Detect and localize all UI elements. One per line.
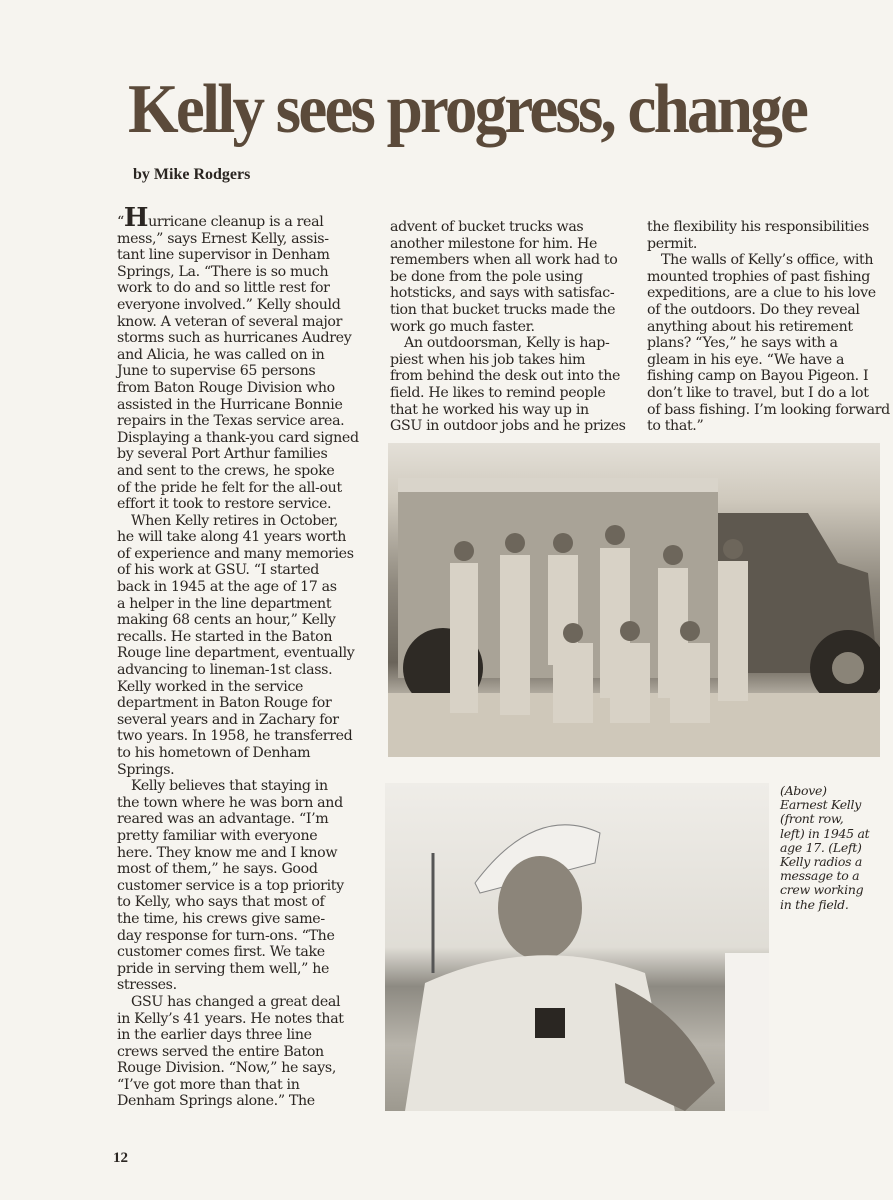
text-line: day response for turn-ons. “The	[117, 927, 335, 944]
caption-line: Kelly radios a	[780, 854, 863, 870]
text-line: in Kelly’s 41 years. He notes that	[117, 1010, 344, 1027]
caption-line: age 17. (Left)	[780, 839, 862, 855]
text-line: Springs.	[117, 761, 175, 778]
text-line: that he worked his way up in	[390, 401, 589, 418]
text-line: of bass fishing. I’m looking forward	[647, 401, 890, 418]
text-line: advancing to lineman-1st class.	[117, 662, 333, 679]
text-line: Kelly worked in the service	[117, 678, 304, 695]
text-line: Kelly believes that staying in	[131, 778, 328, 795]
text-line: from behind the desk out into the	[390, 368, 621, 385]
text-line: June to supervise 65 persons	[117, 363, 316, 380]
caption-line: left) in 1945 at	[780, 825, 870, 841]
text-line: from Baton Rouge Division who	[117, 379, 335, 396]
text-line: tant line supervisor in Denham	[117, 247, 330, 264]
text-line: of the pride he felt for the all-out	[117, 479, 342, 496]
text-line: pretty familiar with everyone	[117, 827, 318, 844]
text-line: know. A veteran of several major	[117, 313, 343, 330]
text-line: pride in serving them well,” he	[117, 960, 330, 977]
text-line: the town where he was born and	[117, 794, 343, 811]
text-line: everyone involved.” Kelly should	[117, 296, 341, 313]
text-line: tion that bucket trucks made the	[390, 301, 616, 318]
text-line: plans? “Yes,” he says with a	[647, 335, 838, 352]
caption-line: crew working	[780, 882, 864, 898]
text-line: assisted in the Hurricane Bonnie	[117, 396, 343, 413]
text-line: a helper in the line department	[117, 595, 332, 612]
text-line: remembers when all work had to	[390, 252, 618, 269]
text-line: reared was an advantage. “I’m	[117, 811, 329, 828]
caption-line: (front row,	[780, 811, 844, 827]
text-line: Denham Springs alone.” The	[117, 1093, 315, 1110]
text-line: recalls. He started in the Baton	[117, 628, 333, 645]
text-line: permit.	[647, 235, 698, 252]
text-line: to Kelly, who says that most of	[117, 894, 325, 911]
opening-quote: “	[117, 214, 124, 230]
text-line: “I’ve got more than that in	[117, 1076, 300, 1093]
text-line: he will take along 41 years worth	[117, 529, 347, 546]
text-line: of his work at GSU. “I started	[117, 562, 320, 579]
text-line: crews served the entire Baton	[117, 1043, 324, 1060]
text-line: repairs in the Texas service area.	[117, 413, 345, 430]
text-line: the flexibility his responsibilities	[647, 219, 869, 235]
column-1	[117, 203, 377, 1110]
text-line: be done from the pole using	[390, 268, 583, 285]
text-line: anything about his retirement	[647, 318, 853, 335]
text-line: and Alicia, he was called on in	[117, 346, 325, 363]
text-line: another milestone for him. He	[390, 235, 598, 252]
text-line: customer comes first. We take	[117, 944, 325, 961]
text-line: to that.”	[647, 418, 704, 435]
text-line: field. He likes to remind people	[390, 384, 606, 401]
text-line: When Kelly retires in October,	[131, 512, 339, 529]
text-line-rest: urricane cleanup is a real	[148, 214, 324, 230]
text-line: Displaying a thank-you card signed	[117, 429, 359, 446]
caption-line: Earnest Kelly	[780, 797, 861, 813]
text-line: don’t like to travel, but I do a lot	[647, 384, 869, 401]
text-line: most of them,” he says. Good	[117, 861, 318, 878]
photo-crew-1945	[388, 443, 880, 757]
text-line: by several Port Arthur families	[117, 446, 328, 463]
text-line: of experience and many memories	[117, 545, 354, 562]
column-2	[390, 219, 630, 435]
column-3	[647, 219, 890, 435]
drop-cap: H	[123, 203, 149, 233]
text-line: making 68 cents an hour,” Kelly	[117, 612, 336, 629]
text-line: several years and in Zachary for	[117, 711, 339, 728]
text-line: back in 1945 at the age of 17 as	[117, 579, 337, 596]
text-line: Rouge line department, eventually	[117, 645, 355, 662]
text-line: storms such as hurricanes Audrey	[117, 330, 352, 347]
photo-caption	[780, 784, 885, 912]
text-line: work go much faster.	[390, 318, 535, 335]
caption-line: in the field.	[780, 896, 849, 912]
text-line: An outdoorsman, Kelly is hap-	[404, 335, 610, 352]
text-line: mess,” says Ernest Kelly, assis-	[117, 230, 329, 247]
caption-line: message to a	[780, 868, 860, 884]
text-line: stresses.	[117, 977, 177, 994]
text-line: Springs, La. “There is so much	[117, 263, 329, 280]
text-line: gleam in his eye. “We have a	[647, 351, 845, 368]
text-line: of the outdoors. Do they reveal	[647, 301, 860, 318]
text-line: the time, his crews give same-	[117, 910, 325, 927]
text-line: advent of bucket trucks was	[390, 219, 584, 235]
text-line: hotsticks, and says with satisfac-	[390, 285, 615, 302]
text-line: customer service is a top priority	[117, 877, 344, 894]
article-title: Kelly sees progress, change	[128, 71, 807, 148]
text-line: effort it took to restore service.	[117, 496, 332, 513]
text-line: here. They know me and I know	[117, 844, 338, 861]
text-line: piest when his job takes him	[390, 351, 586, 368]
text-line	[117, 203, 377, 233]
text-line: department in Baton Rouge for	[117, 695, 332, 712]
text-line: expeditions, are a clue to his love	[647, 285, 876, 302]
text-line: work to do and so little rest for	[117, 280, 330, 297]
text-line: and sent to the crews, he spoke	[117, 462, 335, 479]
byline: by Mike Rodgers	[133, 166, 251, 183]
text-line: GSU in outdoor jobs and he prizes	[390, 418, 626, 435]
text-line: fishing camp on Bayou Pigeon. I	[647, 368, 869, 385]
text-line: GSU has changed a great deal	[131, 993, 341, 1010]
text-line: to his hometown of Denham	[117, 745, 311, 761]
photo-kelly-radio	[385, 783, 769, 1111]
text-line: mounted trophies of past fishing	[647, 268, 871, 285]
caption-line: (Above)	[780, 783, 827, 798]
text-line: Rouge Division. “Now,” he says,	[117, 1060, 337, 1077]
text-line: two years. In 1958, he transferred	[117, 728, 353, 745]
text-line: The walls of Kelly’s office, with	[661, 252, 874, 269]
page-number: 12	[113, 1150, 128, 1166]
text-line: in the earlier days three line	[117, 1027, 312, 1044]
